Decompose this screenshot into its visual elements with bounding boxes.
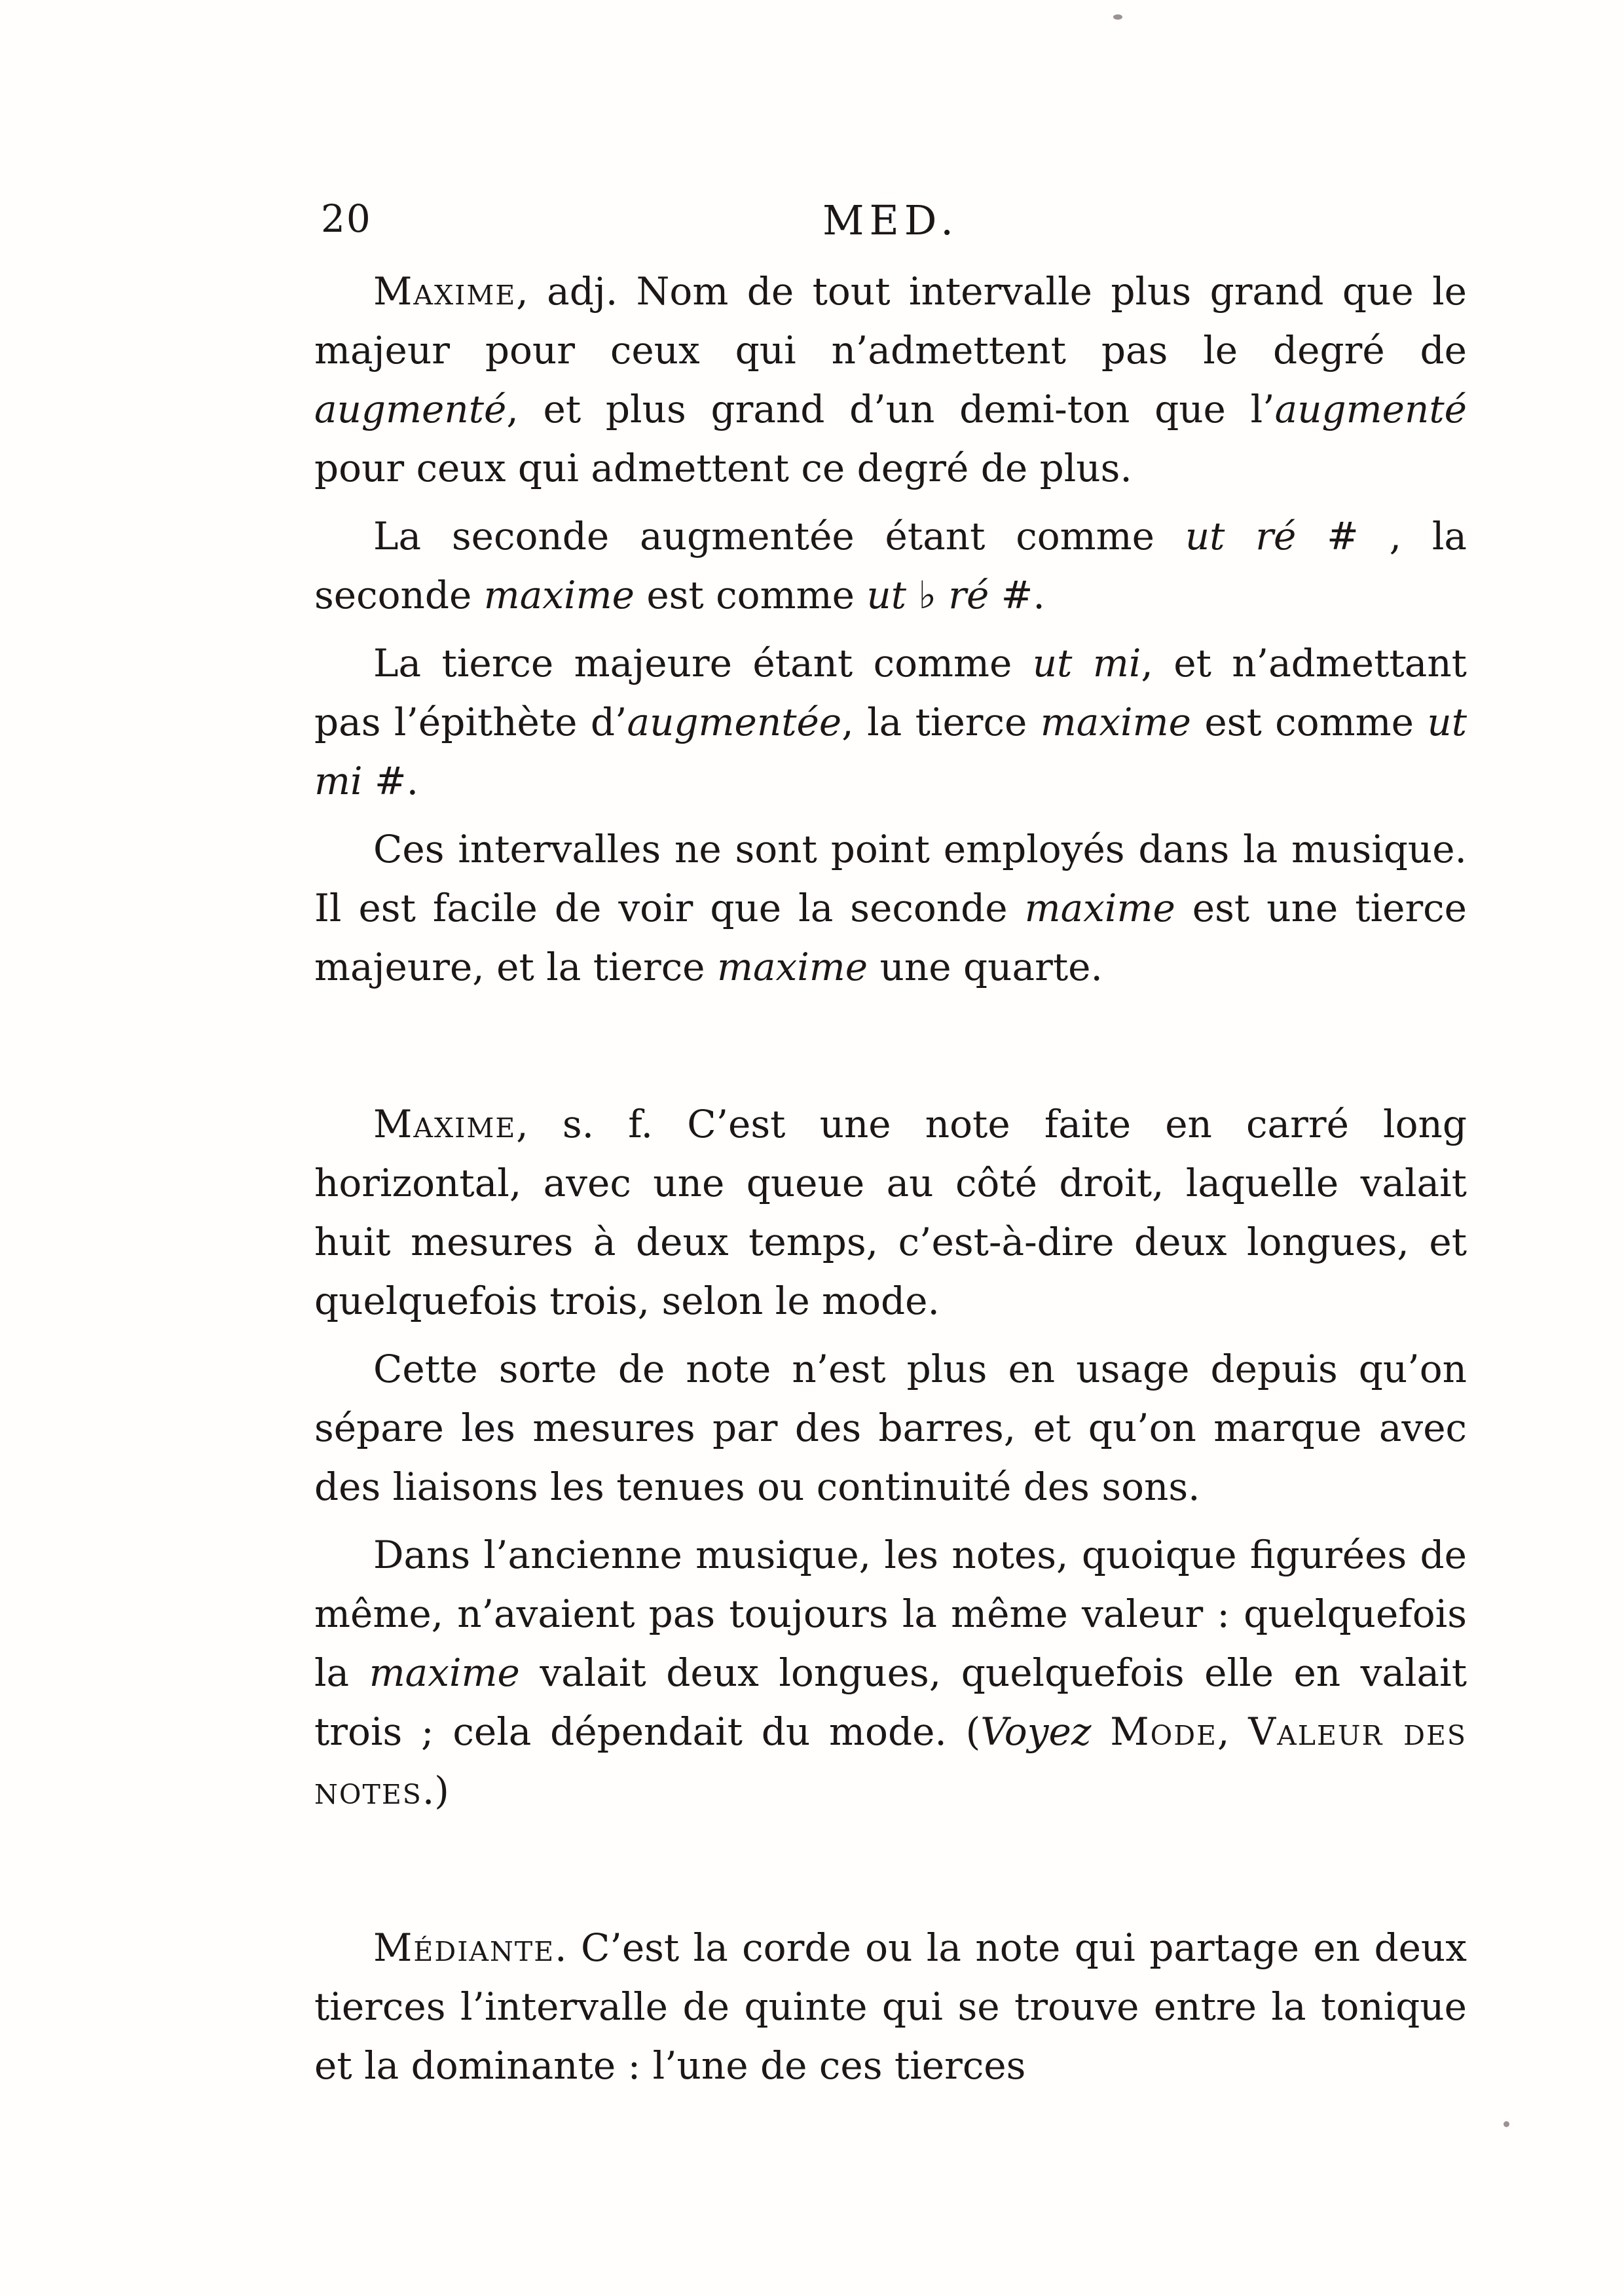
italic-term: ut ré bbox=[1185, 514, 1297, 558]
ink-speck bbox=[1504, 2121, 1509, 2127]
text-run: valait deux longues, quelquefois elle en valait trois ; cela dépendait du mode. ( bbox=[314, 1650, 1467, 1754]
text-run: , s. f. C’est une note faite en carré long horizontal, avec une queue au côté droit, laquelle valait huit mesures à deux temps, c’est-à-dire deux longues, et quelquefois trois, selon le mode. bbox=[314, 1102, 1467, 1323]
headword: Mode bbox=[1110, 1709, 1217, 1754]
text-run: . C’est la corde ou la note qui partage en deux tierces l’intervalle de quinte qui se trouve entre la tonique et la dominante : l’une de ces tierces bbox=[314, 1925, 1467, 2088]
text-run: , adj. Nom de tout intervalle plus grand que le majeur pour ceux qui n’admettent pas le degré de bbox=[314, 269, 1467, 373]
dictionary-entry bbox=[314, 1918, 1467, 2095]
body-text bbox=[314, 262, 1467, 2095]
text-run: ♭ bbox=[906, 573, 949, 617]
text-run: La seconde augmentée étant comme bbox=[373, 514, 1185, 558]
italic-term: ré bbox=[948, 573, 989, 617]
text-run: , la tierce bbox=[841, 700, 1041, 744]
italic-term: augmentée bbox=[627, 700, 842, 744]
paragraph bbox=[314, 1095, 1467, 1330]
text-run: #. bbox=[362, 759, 419, 803]
running-head bbox=[314, 196, 1467, 249]
dictionary-entry bbox=[314, 1095, 1467, 1820]
text-run: Dans l’ancienne musique, les notes, quoique figurées de même, n’avaient pas toujours la même valeur : quelquefois la bbox=[314, 1533, 1467, 1695]
italic-term: Voyez bbox=[980, 1709, 1092, 1754]
italic-term: maxime bbox=[483, 573, 635, 617]
italic-term: maxime bbox=[1024, 886, 1175, 930]
text-run: est une tierce majeure, et la tierce bbox=[314, 886, 1467, 989]
text-run: .) bbox=[422, 1768, 449, 1813]
headword: Maxime bbox=[373, 269, 517, 314]
italic-term: maxime bbox=[716, 945, 868, 989]
paragraph bbox=[314, 1525, 1467, 1820]
text-run: une quarte. bbox=[868, 945, 1103, 989]
text-run: est comme bbox=[634, 573, 867, 617]
ink-speck bbox=[1113, 14, 1122, 20]
text-run: La tierce majeure étant comme bbox=[373, 641, 1033, 685]
headword: Valeur des notes bbox=[314, 1709, 1467, 1813]
paragraph bbox=[314, 1339, 1467, 1516]
italic-term: ut bbox=[866, 573, 907, 617]
text-run bbox=[1091, 1709, 1110, 1754]
italic-term: maxime bbox=[1040, 700, 1191, 744]
dictionary-entry bbox=[314, 262, 1467, 996]
text-run: pour ceux qui admettent ce degré de plus. bbox=[314, 446, 1132, 490]
italic-term: augmenté bbox=[314, 387, 507, 431]
header-title: MED. bbox=[822, 196, 959, 244]
text-run: , bbox=[1217, 1709, 1249, 1754]
headword: Maxime bbox=[373, 1102, 517, 1146]
paragraph bbox=[314, 634, 1467, 811]
italic-term: ut mi bbox=[314, 700, 1467, 803]
text-run: est comme bbox=[1190, 700, 1428, 744]
page-number: 20 bbox=[321, 196, 372, 241]
headword: Médiante bbox=[373, 1925, 555, 1970]
paragraph bbox=[314, 262, 1467, 498]
italic-term: ut mi bbox=[1032, 641, 1141, 685]
text-run: #. bbox=[989, 573, 1045, 617]
text-run: , et plus grand d’un demi-ton que l’ bbox=[506, 387, 1275, 431]
italic-term: maxime bbox=[369, 1650, 520, 1695]
paragraph bbox=[314, 820, 1467, 996]
italic-term: augmenté bbox=[1274, 387, 1467, 431]
text-run: Cette sorte de note n’est plus en usage depuis qu’on sépare les mesures par des barres, et qu’on marque avec des liaisons les tenues ou continuité des sons. bbox=[314, 1347, 1467, 1509]
text-run: , et n’admettant pas l’épithète d’ bbox=[314, 641, 1467, 744]
paragraph bbox=[314, 507, 1467, 625]
text-run: Ces intervalles ne sont point employés dans la musique. Il est facile de voir que la seconde bbox=[314, 827, 1467, 930]
text-run: # , la seconde bbox=[314, 514, 1467, 617]
paragraph bbox=[314, 1918, 1467, 2095]
